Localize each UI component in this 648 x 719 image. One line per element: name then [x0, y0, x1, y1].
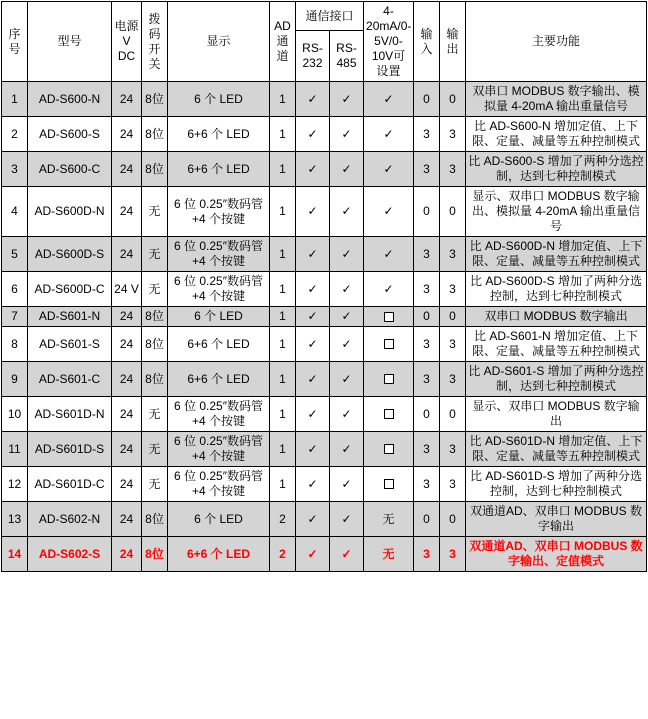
cell-rs232: ✓	[296, 502, 330, 537]
cell-seq: 4	[2, 187, 28, 237]
cell-power: 24	[112, 327, 142, 362]
cell-dip: 8位	[142, 117, 168, 152]
cell-model: AD-S600-S	[28, 117, 112, 152]
cell-model: AD-S600-C	[28, 152, 112, 187]
cell-input: 3	[414, 432, 440, 467]
cell-input: 3	[414, 362, 440, 397]
cell-analog	[364, 307, 414, 327]
cell-rs232: ✓	[296, 432, 330, 467]
cell-power: 24	[112, 467, 142, 502]
cell-model: AD-S602-N	[28, 502, 112, 537]
cell-input: 3	[414, 327, 440, 362]
header-power: 电源V DC	[112, 2, 142, 82]
cell-ad: 1	[270, 152, 296, 187]
header-main-function: 主要功能	[466, 2, 647, 82]
cell-model: AD-S601-C	[28, 362, 112, 397]
cell-seq: 9	[2, 362, 28, 397]
cell-output: 3	[440, 537, 466, 572]
cell-dip: 无	[142, 467, 168, 502]
empty-checkbox-icon	[384, 312, 394, 322]
cell-ad: 1	[270, 307, 296, 327]
cell-rs485: ✓	[330, 117, 364, 152]
cell-analog	[364, 432, 414, 467]
cell-ad: 2	[270, 502, 296, 537]
cell-rs485: ✓	[330, 362, 364, 397]
cell-analog	[364, 467, 414, 502]
cell-rs485: ✓	[330, 537, 364, 572]
cell-model: AD-S601-S	[28, 327, 112, 362]
cell-output: 3	[440, 117, 466, 152]
cell-dip: 8位	[142, 307, 168, 327]
cell-input: 0	[414, 502, 440, 537]
cell-dip: 8位	[142, 327, 168, 362]
cell-ad: 1	[270, 362, 296, 397]
cell-power: 24	[112, 362, 142, 397]
cell-rs485: ✓	[330, 237, 364, 272]
product-spec-table	[1, 1, 647, 572]
cell-function: 双串口 MODBUS 数字输出	[466, 307, 647, 327]
cell-rs232: ✓	[296, 152, 330, 187]
cell-input: 0	[414, 187, 440, 237]
cell-rs232: ✓	[296, 272, 330, 307]
empty-checkbox-icon	[384, 339, 394, 349]
table-row	[2, 152, 647, 187]
table-header	[2, 2, 647, 82]
cell-seq: 12	[2, 467, 28, 502]
cell-input: 3	[414, 537, 440, 572]
header-comm-interface: 通信接口	[296, 2, 364, 31]
header-ad-channel: AD通道	[270, 2, 296, 82]
cell-input: 3	[414, 237, 440, 272]
cell-analog: ✓	[364, 82, 414, 117]
cell-input: 3	[414, 467, 440, 502]
cell-input: 3	[414, 152, 440, 187]
cell-dip: 无	[142, 237, 168, 272]
cell-dip: 8位	[142, 152, 168, 187]
cell-output: 3	[440, 152, 466, 187]
cell-rs485: ✓	[330, 272, 364, 307]
table-row	[2, 327, 647, 362]
table-row	[2, 272, 647, 307]
cell-display: 6 个 LED	[168, 307, 270, 327]
cell-power: 24	[112, 187, 142, 237]
cell-rs232: ✓	[296, 537, 330, 572]
cell-analog: ✓	[364, 272, 414, 307]
cell-seq: 14	[2, 537, 28, 572]
cell-output: 3	[440, 327, 466, 362]
cell-display: 6+6 个 LED	[168, 327, 270, 362]
cell-rs232: ✓	[296, 187, 330, 237]
cell-rs485: ✓	[330, 307, 364, 327]
cell-dip: 无	[142, 187, 168, 237]
cell-output: 0	[440, 502, 466, 537]
cell-power: 24	[112, 397, 142, 432]
cell-display: 6+6 个 LED	[168, 117, 270, 152]
cell-rs485: ✓	[330, 82, 364, 117]
cell-ad: 1	[270, 187, 296, 237]
cell-function: 双通道AD、双串口 MODBUS 数字输出、定值模式	[466, 537, 647, 572]
empty-checkbox-icon	[384, 444, 394, 454]
cell-rs232: ✓	[296, 82, 330, 117]
cell-power: 24 V	[112, 272, 142, 307]
cell-ad: 2	[270, 537, 296, 572]
header-rs232: RS-232	[296, 31, 330, 82]
cell-display: 6+6 个 LED	[168, 152, 270, 187]
cell-dip: 无	[142, 272, 168, 307]
cell-rs485: ✓	[330, 397, 364, 432]
header-analog-output: 4-20mA/0-5V/0-10V可设置	[364, 2, 414, 82]
cell-rs232: ✓	[296, 237, 330, 272]
cell-input: 0	[414, 307, 440, 327]
cell-rs485: ✓	[330, 187, 364, 237]
table-row	[2, 467, 647, 502]
cell-analog: 无	[364, 502, 414, 537]
table-row	[2, 397, 647, 432]
cell-dip: 8位	[142, 82, 168, 117]
cell-power: 24	[112, 502, 142, 537]
cell-display: 6+6 个 LED	[168, 537, 270, 572]
cell-function: 比 AD-S601D-S 增加了两种分选控制，达到七种控制模式	[466, 467, 647, 502]
cell-rs232: ✓	[296, 467, 330, 502]
header-model: 型号	[28, 2, 112, 82]
table-row	[2, 117, 647, 152]
header-input: 输入	[414, 2, 440, 82]
cell-seq: 1	[2, 82, 28, 117]
cell-output: 3	[440, 272, 466, 307]
cell-power: 24	[112, 117, 142, 152]
header-dip-switch: 拨码开关	[142, 2, 168, 82]
cell-display: 6 位 0.25″数码管+4 个按键	[168, 187, 270, 237]
cell-function: 比 AD-S600D-N 增加定值、上下限、定量、减量等五种控制模式	[466, 237, 647, 272]
cell-model: AD-S601D-S	[28, 432, 112, 467]
cell-model: AD-S601D-N	[28, 397, 112, 432]
cell-power: 24	[112, 537, 142, 572]
cell-seq: 7	[2, 307, 28, 327]
cell-model: AD-S601-N	[28, 307, 112, 327]
cell-ad: 1	[270, 467, 296, 502]
cell-power: 24	[112, 152, 142, 187]
cell-input: 0	[414, 397, 440, 432]
cell-display: 6 位 0.25″数码管+4 个按键	[168, 467, 270, 502]
table-row	[2, 237, 647, 272]
cell-output: 0	[440, 307, 466, 327]
cell-function: 比 AD-S601-S 增加了两种分选控制，达到七种控制模式	[466, 362, 647, 397]
cell-output: 0	[440, 82, 466, 117]
cell-rs485: ✓	[330, 432, 364, 467]
cell-ad: 1	[270, 327, 296, 362]
cell-ad: 1	[270, 82, 296, 117]
header-display: 显示	[168, 2, 270, 82]
cell-seq: 11	[2, 432, 28, 467]
cell-power: 24	[112, 82, 142, 117]
cell-ad: 1	[270, 432, 296, 467]
header-seq: 序号	[2, 2, 28, 82]
cell-rs485: ✓	[330, 152, 364, 187]
empty-checkbox-icon	[384, 374, 394, 384]
cell-function: 双通道AD、双串口 MODBUS 数字输出	[466, 502, 647, 537]
cell-rs485: ✓	[330, 502, 364, 537]
cell-seq: 6	[2, 272, 28, 307]
cell-function: 比 AD-S600-N 增加定值、上下限、定量、减量等五种控制模式	[466, 117, 647, 152]
cell-analog	[364, 397, 414, 432]
empty-checkbox-icon	[384, 409, 394, 419]
cell-output: 0	[440, 397, 466, 432]
cell-power: 24	[112, 237, 142, 272]
header-output: 输出	[440, 2, 466, 82]
cell-analog	[364, 362, 414, 397]
cell-display: 6 位 0.25″数码管+4 个按键	[168, 397, 270, 432]
cell-output: 3	[440, 432, 466, 467]
table-row	[2, 502, 647, 537]
cell-function: 比 AD-S600-S 增加了两种分选控制，达到七种控制模式	[466, 152, 647, 187]
cell-seq: 13	[2, 502, 28, 537]
cell-dip: 无	[142, 432, 168, 467]
table-row	[2, 362, 647, 397]
cell-analog: ✓	[364, 152, 414, 187]
cell-rs232: ✓	[296, 117, 330, 152]
cell-seq: 5	[2, 237, 28, 272]
cell-model: AD-S600D-S	[28, 237, 112, 272]
table-body	[2, 82, 647, 572]
cell-power: 24	[112, 432, 142, 467]
cell-display: 6+6 个 LED	[168, 362, 270, 397]
cell-ad: 1	[270, 117, 296, 152]
table-row	[2, 537, 647, 572]
cell-input: 0	[414, 82, 440, 117]
cell-input: 3	[414, 272, 440, 307]
cell-rs485: ✓	[330, 327, 364, 362]
cell-display: 6 个 LED	[168, 82, 270, 117]
cell-seq: 8	[2, 327, 28, 362]
cell-dip: 8位	[142, 362, 168, 397]
cell-dip: 8位	[142, 537, 168, 572]
table-row	[2, 432, 647, 467]
cell-seq: 10	[2, 397, 28, 432]
cell-seq: 3	[2, 152, 28, 187]
cell-ad: 1	[270, 237, 296, 272]
cell-dip: 无	[142, 397, 168, 432]
cell-function: 比 AD-S601D-N 增加定值、上下限、定量、减量等五种控制模式	[466, 432, 647, 467]
cell-model: AD-S600D-N	[28, 187, 112, 237]
cell-display: 6 位 0.25″数码管+4 个按键	[168, 237, 270, 272]
cell-display: 6 位 0.25″数码管+4 个按键	[168, 272, 270, 307]
cell-display: 6 个 LED	[168, 502, 270, 537]
cell-dip: 8位	[142, 502, 168, 537]
cell-display: 6 位 0.25″数码管+4 个按键	[168, 432, 270, 467]
header-row	[2, 2, 647, 31]
cell-rs232: ✓	[296, 362, 330, 397]
cell-ad: 1	[270, 397, 296, 432]
table-row	[2, 187, 647, 237]
cell-rs232: ✓	[296, 307, 330, 327]
cell-seq: 2	[2, 117, 28, 152]
cell-rs232: ✓	[296, 397, 330, 432]
cell-analog: 无	[364, 537, 414, 572]
cell-model: AD-S600D-C	[28, 272, 112, 307]
cell-output: 3	[440, 237, 466, 272]
cell-ad: 1	[270, 272, 296, 307]
empty-checkbox-icon	[384, 479, 394, 489]
cell-power: 24	[112, 307, 142, 327]
cell-function: 比 AD-S601-N 增加定值、上下限、定量、减量等五种控制模式	[466, 327, 647, 362]
cell-analog: ✓	[364, 117, 414, 152]
cell-function: 比 AD-S600D-S 增加了两种分选控制，达到七种控制模式	[466, 272, 647, 307]
cell-model: AD-S601D-C	[28, 467, 112, 502]
cell-output: 3	[440, 467, 466, 502]
cell-analog: ✓	[364, 237, 414, 272]
cell-model: AD-S602-S	[28, 537, 112, 572]
cell-function: 显示、双串口 MODBUS 数字输出	[466, 397, 647, 432]
cell-function: 双串口 MODBUS 数字输出、模拟量 4-20mA 输出重量信号	[466, 82, 647, 117]
cell-input: 3	[414, 117, 440, 152]
cell-rs232: ✓	[296, 327, 330, 362]
cell-output: 0	[440, 187, 466, 237]
cell-analog: ✓	[364, 187, 414, 237]
cell-analog	[364, 327, 414, 362]
table-row	[2, 307, 647, 327]
table-row	[2, 82, 647, 117]
header-rs485: RS-485	[330, 31, 364, 82]
cell-model: AD-S600-N	[28, 82, 112, 117]
cell-function: 显示、双串口 MODBUS 数字输出、模拟量 4-20mA 输出重量信号	[466, 187, 647, 237]
cell-output: 3	[440, 362, 466, 397]
cell-rs485: ✓	[330, 467, 364, 502]
